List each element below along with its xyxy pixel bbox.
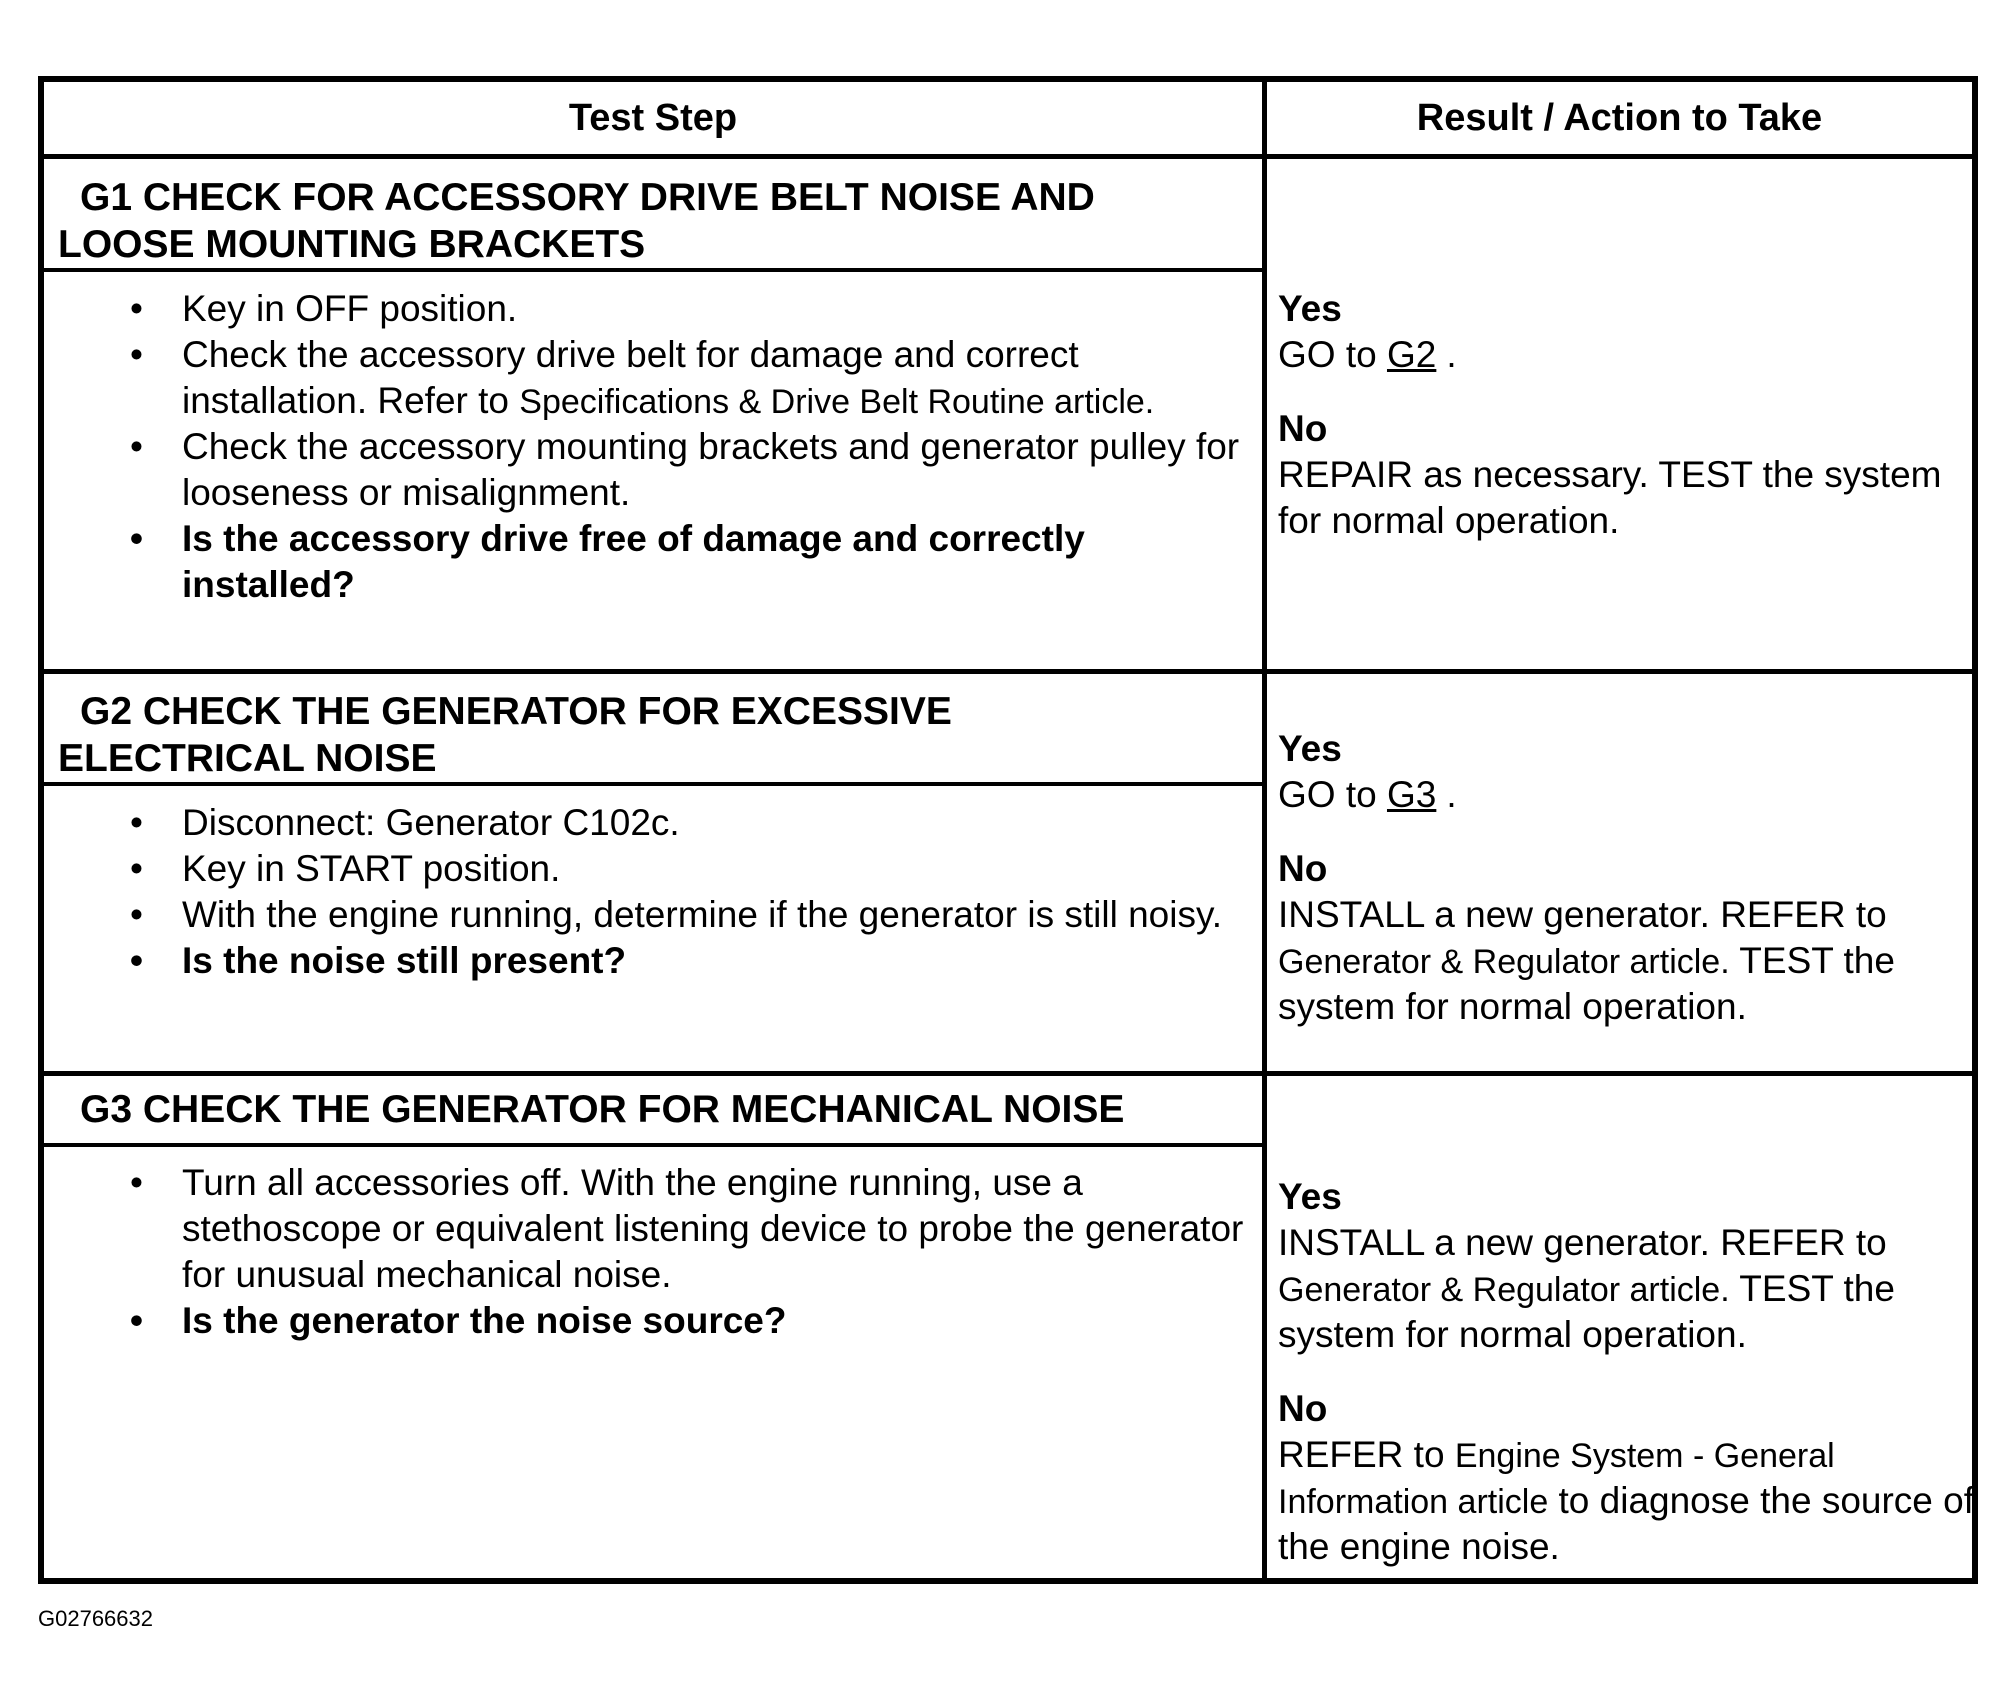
g1-step-1: • Key in OFF position. <box>182 286 1254 332</box>
g1-title-rule <box>44 268 1264 272</box>
figure-id: G02766632 <box>38 1606 153 1631</box>
g2-step-3: • With the engine running, determine if the generator is still noisy. <box>182 892 1254 938</box>
goto-g2-link[interactable]: G2 <box>1386 334 1437 375</box>
g1-question: • Is the accessory drive free of damage and correctly installed? <box>182 516 1254 608</box>
g1-no-action: REPAIR as necessary. TEST the system for normal operation. <box>1278 454 1942 541</box>
column-header-test-step: Test Step <box>568 96 738 139</box>
g3-generator-reference: Generator & Regulator article. <box>1278 1271 1730 1309</box>
column-header-result: Result / Action to Take <box>1416 96 1823 139</box>
g3-result <box>1278 1174 1978 1570</box>
g1-step-2: • Check the accessory drive belt for damage and correct installation. Refer to Specifications & Drive Belt Routine article. <box>182 332 1254 424</box>
g2-yes-action: GO to G3 . <box>1278 774 1457 815</box>
row-rule-g2-g3 <box>44 1071 1972 1076</box>
g2-no-label: No <box>1278 848 1328 889</box>
g1-step-3: • Check the accessory mounting brackets and generator pulley for looseness or misalignment. <box>182 424 1254 516</box>
g3-step-1: • Turn all accessories off. With the engine running, use a stethoscope or equivalent listening device to probe the generator for unusual mechanical noise. <box>182 1160 1254 1298</box>
g3-yes-action: INSTALL a new generator. REFER to Generator & Regulator article. TEST the system for normal operation. <box>1278 1222 1895 1355</box>
g3-yes-label: Yes <box>1278 1176 1342 1217</box>
g2-question: • Is the noise still present? <box>182 938 1254 984</box>
g3-no-action: REFER to Engine System - General Information article to diagnose the source of the engine noise. <box>1278 1434 1975 1567</box>
g3-title: G3 CHECK THE GENERATOR FOR MECHANICAL NOISE <box>80 1088 1125 1131</box>
g1-yes-action: GO to G2 . <box>1278 334 1457 375</box>
g1-result <box>1278 286 1978 544</box>
g2-result <box>1278 726 1978 1030</box>
g3-title-rule <box>44 1143 1264 1147</box>
g2-yes-label: Yes <box>1278 728 1342 769</box>
g2-step-1: • Disconnect: Generator C102c. <box>182 800 1254 846</box>
g1-yes-label: Yes <box>1278 288 1342 329</box>
g3-no-label: No <box>1278 1388 1328 1429</box>
g1-title: G1 CHECK FOR ACCESSORY DRIVE BELT NOISE AND LOOSE MOUNTING BRACKETS <box>58 176 1095 266</box>
g1-steps-list <box>44 286 1254 608</box>
column-divider <box>1262 82 1267 1578</box>
g2-generator-reference: Generator & Regulator article. <box>1278 943 1730 981</box>
diagnostic-table <box>38 76 1978 1584</box>
g3-steps-list <box>44 1160 1254 1344</box>
g3-engine-reference: Engine System - General Information article <box>1278 1437 1835 1521</box>
g2-step-2: • Key in START position. <box>182 846 1254 892</box>
g2-title: G2 CHECK THE GENERATOR FOR EXCESSIVE ELECTRICAL NOISE <box>58 690 952 780</box>
g2-steps-list <box>44 800 1254 984</box>
g2-title-rule <box>44 782 1264 786</box>
g3-question: • Is the generator the noise source? <box>182 1298 1254 1344</box>
g1-spec-reference: Specifications & Drive Belt Routine article. <box>519 383 1155 421</box>
g1-no-label: No <box>1278 408 1328 449</box>
goto-g3-link[interactable]: G3 <box>1386 774 1437 815</box>
row-rule-g1-g2 <box>44 669 1972 674</box>
header-rule <box>44 154 1972 159</box>
g2-no-action: INSTALL a new generator. REFER to Generator & Regulator article. TEST the system for normal operation. <box>1278 894 1895 1027</box>
